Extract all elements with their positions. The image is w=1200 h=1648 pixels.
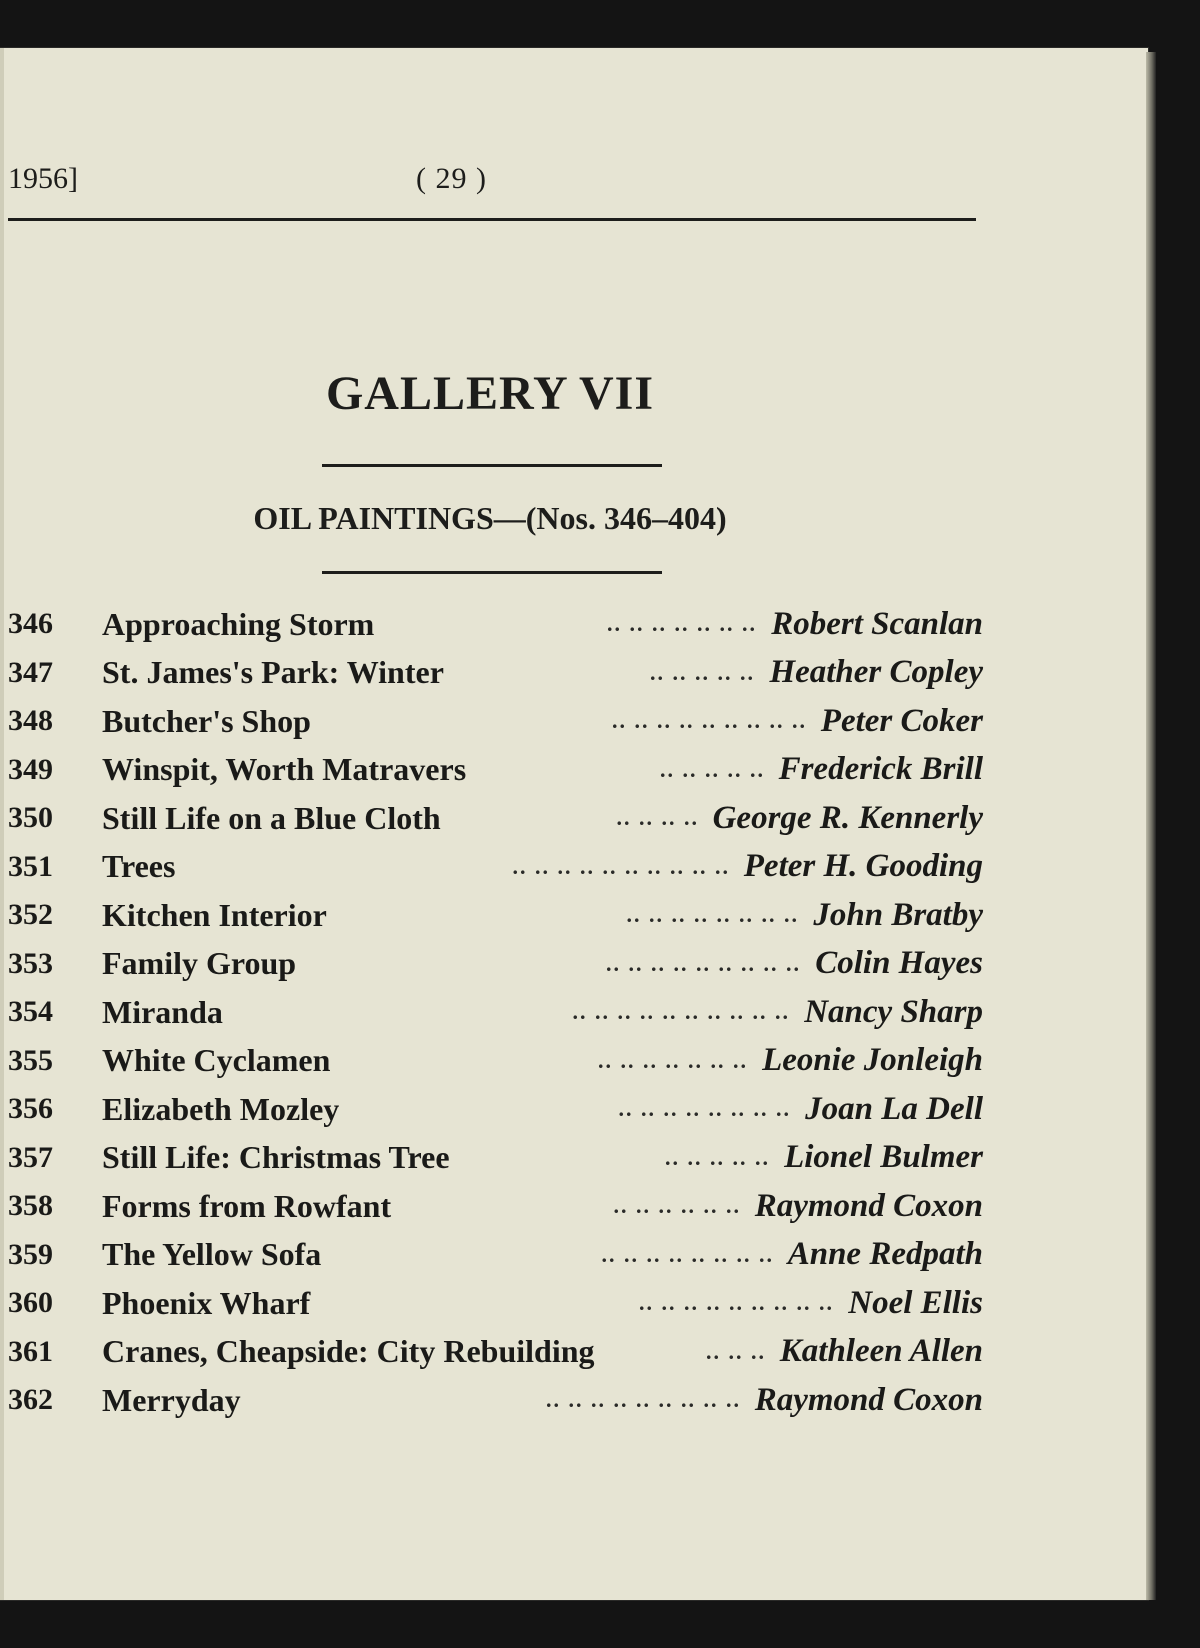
entry-artist: Peter Coker xyxy=(820,702,983,739)
dot-leader: .. .. .. .. .. .. xyxy=(613,1193,741,1219)
entry-artist: Joan La Dell xyxy=(805,1090,983,1127)
entry-title: Still Life on a Blue Cloth xyxy=(102,799,441,836)
catalogue-entry xyxy=(8,1037,983,1086)
entry-title: Cranes, Cheapside: City Rebuilding xyxy=(102,1333,595,1370)
entry-number: 356 xyxy=(8,1092,53,1126)
entry-title: Merryday xyxy=(102,1381,241,1418)
entry-title: Elizabeth Mozley xyxy=(102,1090,340,1127)
dot-leader: .. .. .. .. .. .. .. .. .. .. xyxy=(572,999,790,1025)
entry-artist: Raymond Coxon xyxy=(754,1381,983,1418)
entry-title: The Yellow Sofa xyxy=(102,1236,322,1273)
catalogue-entry xyxy=(8,794,983,843)
entry-title: Butcher's Shop xyxy=(102,702,311,739)
entry-number: 348 xyxy=(8,704,53,738)
entry-title: Phoenix Wharf xyxy=(102,1284,311,1321)
catalogue-entry xyxy=(8,940,983,989)
section-heading: OIL PAINTINGS—(Nos. 346–404) xyxy=(253,500,727,536)
dot-leader: .. .. .. .. .. xyxy=(660,756,765,782)
catalogue-entry xyxy=(8,988,983,1037)
entry-title: Still Life: Christmas Tree xyxy=(102,1139,450,1176)
catalogue-entry xyxy=(8,843,983,892)
header-rule xyxy=(8,218,976,221)
entry-number: 362 xyxy=(8,1383,53,1417)
dot-leader: .. .. .. .. .. .. .. .. .. xyxy=(639,1290,834,1316)
entry-number: 350 xyxy=(8,801,53,835)
entry-title: Miranda xyxy=(102,993,223,1030)
entry-number: 361 xyxy=(8,1334,53,1368)
entry-title: Winspit, Worth Matravers xyxy=(102,751,467,788)
dot-leader: .. .. .. .. .. .. .. .. xyxy=(626,902,799,928)
entry-number: 358 xyxy=(8,1189,53,1223)
entry-artist: Lionel Bulmer xyxy=(784,1139,983,1176)
entry-number: 353 xyxy=(8,946,53,980)
dot-leader: .. .. .. xyxy=(706,1338,766,1364)
dot-leader: .. .. .. .. .. .. .. .. .. xyxy=(612,708,807,734)
entry-number: 351 xyxy=(8,849,53,883)
title-rule-top xyxy=(322,464,662,467)
dot-leader: .. .. .. .. .. .. .. xyxy=(607,611,757,637)
entry-artist: Kathleen Allen xyxy=(779,1333,983,1370)
catalogue-entry xyxy=(8,600,983,649)
running-head xyxy=(8,162,976,202)
entry-artist: Noel Ellis xyxy=(848,1284,983,1321)
entry-number: 352 xyxy=(8,898,53,932)
entry-artist: Frederick Brill xyxy=(778,751,983,788)
dot-leader: .. .. .. .. .. xyxy=(665,1144,770,1170)
entry-number: 346 xyxy=(8,607,53,641)
gallery-title: GALLERY VII xyxy=(325,367,655,420)
catalogue-entry xyxy=(8,1134,983,1183)
running-head-year: 1956] xyxy=(8,162,78,195)
entry-number: 355 xyxy=(8,1043,53,1077)
dot-leader: .. .. .. .. .. xyxy=(650,659,755,685)
page-edge xyxy=(1146,52,1156,1600)
entry-artist: Nancy Sharp xyxy=(804,993,983,1030)
entry-number: 349 xyxy=(8,752,53,786)
entry-title: Trees xyxy=(102,848,176,885)
entry-artist: John Bratby xyxy=(813,896,983,933)
catalogue-entry xyxy=(8,1328,983,1377)
catalogue-entry xyxy=(8,1279,983,1328)
dot-leader: .. .. .. .. .. .. .. .. xyxy=(618,1096,791,1122)
entry-artist: Anne Redpath xyxy=(787,1236,983,1273)
entry-number: 347 xyxy=(8,655,53,689)
catalogue-entry xyxy=(8,891,983,940)
dot-leader: .. .. .. .. .. .. .. .. .. xyxy=(606,950,801,976)
entry-number: 359 xyxy=(8,1237,53,1271)
entry-title: Approaching Storm xyxy=(102,605,375,642)
entry-artist: Raymond Coxon xyxy=(754,1187,983,1224)
entry-title: White Cyclamen xyxy=(102,1042,331,1079)
catalogue-entry xyxy=(8,1182,983,1231)
entry-artist: Heather Copley xyxy=(769,654,983,691)
entry-number: 360 xyxy=(8,1286,53,1320)
dot-leader: .. .. .. .. xyxy=(616,805,699,831)
dot-leader: .. .. .. .. .. .. .. .. .. .. xyxy=(512,853,730,879)
catalogue-entry xyxy=(8,697,983,746)
entry-artist: George R. Kennerly xyxy=(712,799,983,836)
entry-artist: Colin Hayes xyxy=(815,945,983,982)
entry-title: Forms from Rowfant xyxy=(102,1187,392,1224)
dot-leader: .. .. .. .. .. .. .. .. xyxy=(601,1241,774,1267)
dot-leader: .. .. .. .. .. .. .. xyxy=(598,1047,748,1073)
entry-artist: Robert Scanlan xyxy=(771,605,983,642)
entry-artist: Peter H. Gooding xyxy=(743,848,983,885)
catalogue-entry xyxy=(8,649,983,698)
catalogue-entry xyxy=(8,746,983,795)
entry-title: Kitchen Interior xyxy=(102,896,327,933)
catalogue-entry xyxy=(8,1085,983,1134)
dot-leader: .. .. .. .. .. .. .. .. .. xyxy=(546,1387,741,1413)
page-number: ( 29 ) xyxy=(416,162,487,195)
catalogue-entries xyxy=(8,600,983,1425)
title-rule-bottom xyxy=(322,571,662,574)
entry-number: 354 xyxy=(8,995,53,1029)
entry-title: Family Group xyxy=(102,945,297,982)
entry-artist: Leonie Jonleigh xyxy=(762,1042,983,1079)
catalogue-entry xyxy=(8,1376,983,1425)
entry-title: St. James's Park: Winter xyxy=(102,654,444,691)
entry-number: 357 xyxy=(8,1140,53,1174)
catalogue-entry xyxy=(8,1231,983,1280)
